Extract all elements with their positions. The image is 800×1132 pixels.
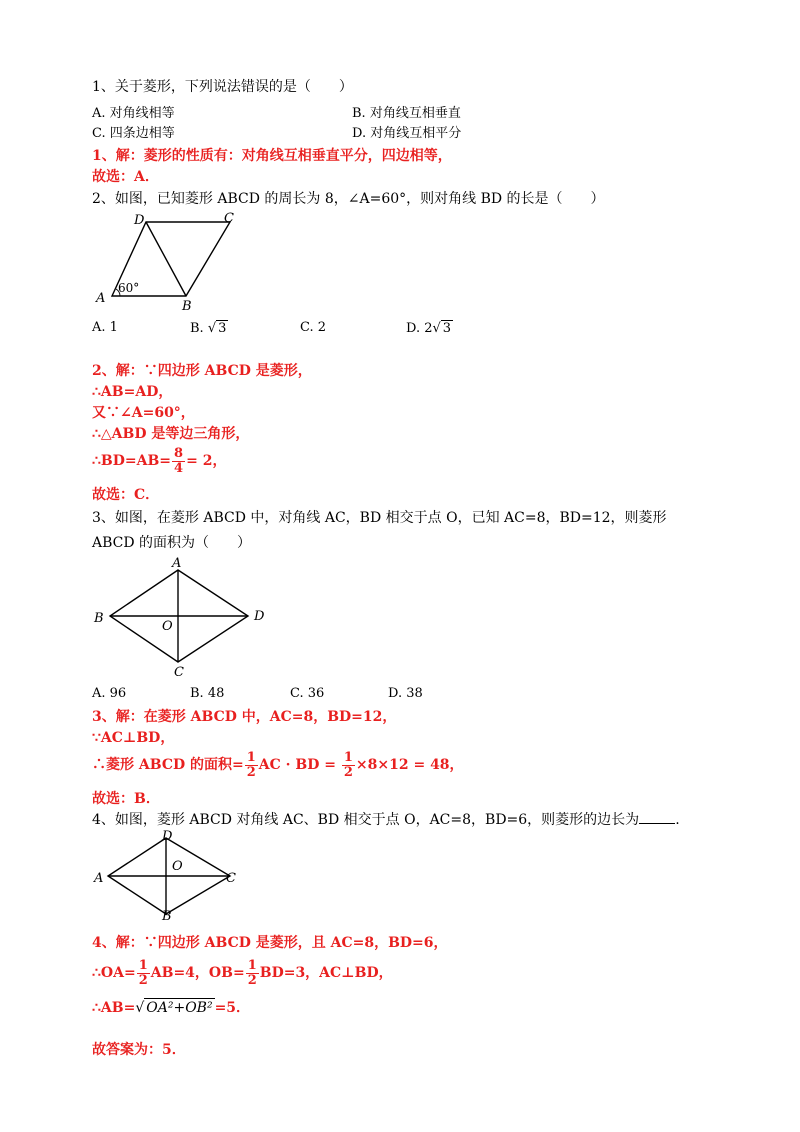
q2-option-d: D. 2√ 3: [406, 321, 452, 336]
q1-option-a: A. 对角线相等: [92, 106, 175, 121]
q3-solution-line-4: 故选：B．: [92, 791, 160, 807]
q2-solution-line-1: 2、解：∵四边形 ABCD 是菱形，: [92, 363, 312, 379]
q4-rhombus-figure: [88, 828, 248, 922]
q3-label-o: O: [162, 619, 173, 634]
q1-option-b: B. 对角线互相垂直: [352, 106, 461, 121]
q4-label-b: B: [162, 909, 172, 922]
q4-label-o: O: [172, 859, 183, 874]
q2-label-b: B: [182, 299, 192, 312]
q2-fraction: $\frac{8}{4}$: [174, 445, 184, 476]
q4-label-a: A: [94, 871, 104, 886]
q3-label-c: C: [174, 665, 184, 680]
q2-solution-line-4: ∴△ABD 是等边三角形，: [92, 426, 250, 442]
q3-label-a: A: [172, 556, 182, 571]
q2-solution-line-2: ∴AB=AD，: [92, 384, 173, 400]
q1-option-c: C. 四条边相等: [92, 126, 175, 141]
q3-stem-line-2: ABCD 的面积为（ ）: [92, 535, 252, 551]
q2-diagonal-bd: [146, 222, 186, 296]
answer-blank: [639, 811, 675, 824]
q3-label-d: D: [254, 609, 265, 624]
q2-stem: 2、如图，已知菱形 ABCD 的周长为 8，∠A=60°，则对角线 BD 的长是（ ）: [92, 191, 605, 207]
q4-label-d: D: [162, 829, 173, 844]
q3-option-d: D. 38: [388, 686, 423, 701]
q2-solution-line-3: 又∵∠A=60°，: [92, 405, 195, 421]
q3-solution-line-1: 3、解：在菱形 ABCD 中，AC=8，BD=12，: [92, 709, 397, 725]
q1-solution-line-1: 1、解：菱形的性质有：对角线互相垂直平分，四边相等，: [92, 148, 452, 164]
q3-option-a: A. 96: [92, 686, 127, 701]
q2-rhombus-figure: [90, 210, 250, 312]
q1-stem: 1、关于菱形，下列说法错误的是（ ）: [92, 79, 353, 95]
q3-solution-line-2: ∵AC⊥BD，: [92, 730, 175, 746]
q4-solution-line-1: 4、解：∵四边形 ABCD 是菱形，且 AC=8，BD=6，: [92, 935, 448, 951]
q4-solution-line-2: ∴OA= $\frac{1}{2}$ AB=4，OB= $\frac{1}{2}$ BD=3，AC⊥BD，: [92, 957, 393, 988]
q3-stem-line-1: 3、如图，在菱形 ABCD 中，对角线 AC，BD 相交于点 O，已知 AC=8，BD=12，则菱形: [92, 510, 667, 526]
q2-solution-line-6: 故选：C．: [92, 487, 160, 503]
q4-label-c: C: [226, 871, 236, 886]
q4-solution-line-3: ∴AB=√ OA²+OB² =5．: [92, 1000, 251, 1016]
q2-label-d: D: [134, 213, 145, 228]
q3-rhombus-figure: [88, 554, 278, 684]
q2-angle-label: 60°: [118, 281, 140, 295]
q1-solution-line-2: 故选：A．: [92, 169, 159, 185]
q2-label-c: C: [224, 211, 234, 226]
q3-option-b: B. 48: [190, 686, 225, 701]
q3-solution-line-3: ∴菱形 ABCD 的面积= $\frac{1}{2}$ AC · BD = $\frac{1}{2}$ ×8×12 = 48，: [92, 749, 464, 780]
q3-option-c: C. 36: [290, 686, 325, 701]
q2-option-b: B. √ 3: [190, 321, 227, 336]
q3-label-b: B: [94, 611, 104, 626]
q2-option-a: A. 1: [92, 320, 118, 335]
q2-solution-line-5: ∴BD=AB= $\frac{8}{4}$ = 2，: [92, 445, 227, 476]
q2-option-c: C. 2: [300, 320, 327, 335]
q1-option-d: D. 对角线互相平分: [352, 126, 462, 141]
q4-stem: 4、如图，菱形 ABCD 对角线 AC、BD 相交于点 O，AC=8，BD=6，则菱形的边长为 .: [92, 812, 680, 828]
q2-label-a: A: [96, 291, 106, 306]
q4-solution-line-4: 故答案为：5．: [92, 1042, 186, 1058]
